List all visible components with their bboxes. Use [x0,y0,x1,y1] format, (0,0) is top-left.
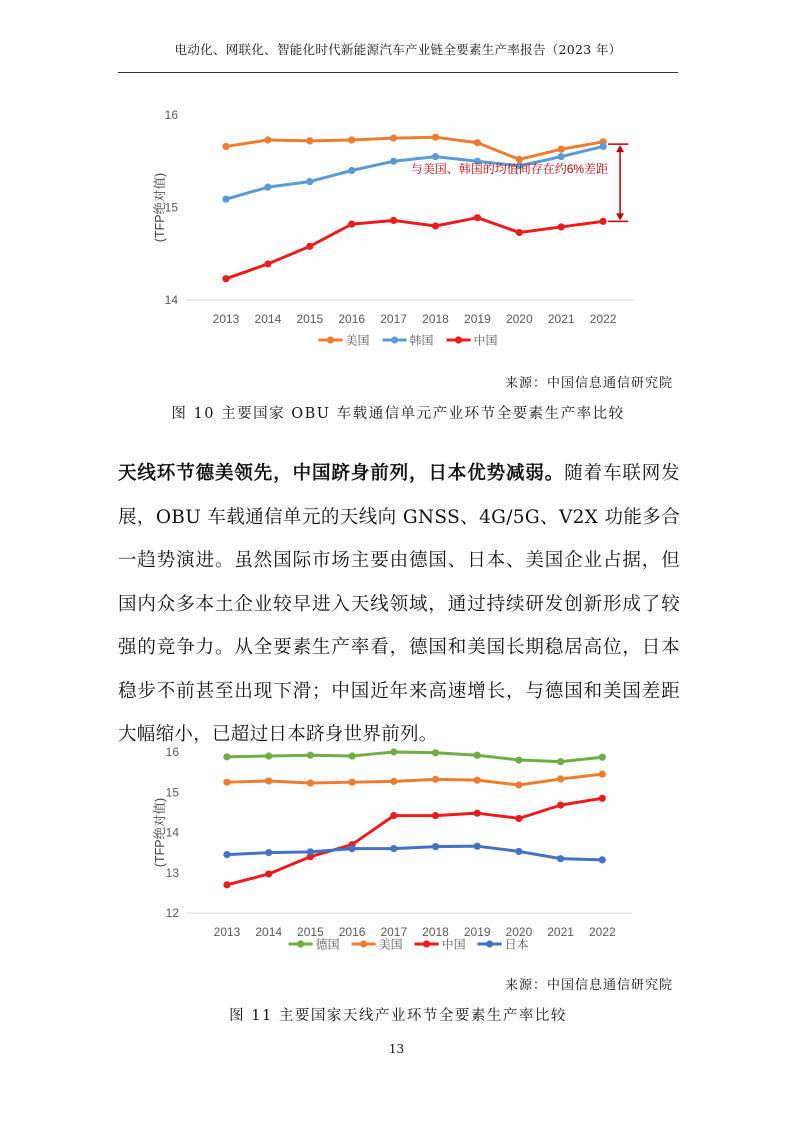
data-point [390,778,397,785]
legend-marker [455,336,462,343]
figure-10-caption: 图 10 主要国家 OBU 车载通信单元产业环节全要素生产率比较 [171,406,625,422]
data-point [474,843,481,850]
legend-label: 中国 [441,937,466,952]
legend-item [447,333,498,348]
data-point [600,218,607,225]
x-tick-label: 2018 [422,925,449,939]
series-line-2 [227,798,602,885]
data-point [390,748,397,755]
series-line-3 [227,846,602,860]
data-point [348,167,355,174]
data-point [474,139,481,146]
data-point [474,810,481,817]
legend-item [352,938,403,952]
body-paragraph [118,452,680,757]
legend-item [319,334,370,348]
data-point [432,153,439,160]
data-point [599,795,606,802]
data-point [390,135,397,142]
data-point [348,221,355,228]
paragraph-lead: 天线环节德美领先，中国跻身前列，日本优势减弱。 [118,463,565,484]
series-line-1 [227,774,602,785]
legend-item [383,333,434,348]
data-point [264,136,271,143]
data-point [348,136,355,143]
figure-10-line-chart [140,100,640,358]
legend-marker [360,940,367,947]
data-point [558,146,565,153]
x-tick-label: 2015 [296,312,324,326]
x-tick-label: 2014 [255,925,283,939]
data-point [515,781,522,788]
series-line-0 [227,752,602,762]
data-point [306,178,313,185]
y-tick-label: 14 [165,825,179,840]
legend-label: 韩国 [409,333,434,348]
y-tick-label: 14 [164,293,178,307]
y-tick-label: 12 [165,906,179,920]
data-point [474,752,481,759]
x-tick-label: 2022 [588,925,616,939]
x-tick-label: 2020 [505,312,533,326]
header-rule [118,72,678,73]
gap-arrow-head-up [616,145,624,152]
data-point [306,243,313,250]
data-point [265,870,272,877]
x-tick-label: 2017 [380,312,407,326]
data-point [557,775,564,782]
data-point [557,855,564,862]
y-tick-label: 13 [165,865,179,880]
y-axis-label: (TFP绝对值) [153,797,167,868]
legend-item [289,938,340,952]
data-point [349,752,356,759]
legend-label: 美国 [345,333,370,348]
x-tick-label: 2020 [505,925,533,939]
data-point [557,802,564,809]
figure-11-source: 来源：中国信息通信研究院 [504,978,673,993]
data-point [390,812,397,819]
page-number: 13 [388,1042,405,1056]
y-axis-label: (TFP绝对值) [153,172,167,243]
data-point [390,158,397,165]
y-tick-label: 15 [164,200,178,215]
data-point [599,754,606,761]
data-point [390,217,397,224]
data-point [265,752,272,759]
x-tick-label: 2021 [547,925,574,939]
data-point [600,143,607,150]
data-point [432,776,439,783]
data-point [349,845,356,852]
legend-marker [297,940,304,947]
figure-10-source: 来源：中国信息通信研究院 [504,376,673,391]
data-point [432,749,439,756]
data-point [474,777,481,784]
x-tick-label: 2019 [463,925,491,939]
legend-label: 德国 [315,937,340,952]
data-point [515,815,522,822]
data-point [307,752,314,759]
data-point [516,229,523,236]
x-tick-label: 2016 [338,925,366,939]
gap-arrow-head-down [616,213,624,220]
x-tick-label: 2018 [422,312,449,326]
data-point [515,848,522,855]
x-tick-label: 2014 [254,312,282,326]
x-tick-label: 2019 [464,312,491,326]
data-point [265,849,272,856]
data-point [515,756,522,763]
data-point [599,856,606,863]
legend-marker [423,940,430,947]
x-tick-label: 2017 [380,925,408,939]
y-tick-label: 15 [165,785,179,800]
legend-label: 日本 [504,937,529,952]
y-tick-label: 16 [164,108,178,122]
legend-marker [327,336,334,343]
x-tick-label: 2022 [589,312,617,326]
data-point [432,134,439,141]
data-point [432,812,439,819]
legend-label: 中国 [473,333,498,348]
data-point [432,843,439,850]
data-point [349,779,356,786]
series-line-2 [226,218,603,279]
data-point [306,137,313,144]
x-tick-label: 2021 [547,312,575,326]
paragraph-body: 随着车联网发展，OBU 车载通信单元的天线向 GNSS、4G/5G、V2X 功能多合一趋势演进。虽然国际市场主要由德国、日本、美国企业占据，但国内众多本土企业较早进入天线领域，通过持续研发创新形成了较强的竞争力。从全要素生产率看，德国和美国长期稳居高位，日本稳步不前甚至出现下滑；中国近年来高速增长，与德国和美国差距大幅缩小，已超过日本跻身世界前列。 [118,463,680,745]
running-header: 电动化、网联化、智能化时代新能源汽车产业链全要素生产率报告（2023 年） [174,42,622,57]
data-point [223,851,230,858]
data-point [265,777,272,784]
data-point [474,214,481,221]
y-tick-label: 16 [165,745,179,759]
data-point [307,848,314,855]
figure-11-caption: 图 11 主要国家天线产业环节全要素生产率比较 [229,1008,567,1024]
data-point [557,758,564,765]
series-line-0 [226,137,603,159]
x-tick-label: 2015 [297,925,324,939]
x-tick-label: 2013 [213,925,241,939]
data-point [390,845,397,852]
legend-marker [391,336,398,343]
data-point [264,260,271,267]
data-point [222,143,229,150]
data-point [223,753,230,760]
gap-annotation: 与美国、韩国的均值间存在约6%差距 [410,161,609,176]
x-tick-label: 2013 [212,312,240,326]
legend-marker [486,940,493,947]
data-point [432,222,439,229]
data-point [222,196,229,203]
data-point [558,223,565,230]
data-point [264,184,271,191]
data-point [558,153,565,160]
data-point [599,771,606,778]
x-tick-label: 2016 [338,312,366,326]
data-point [222,275,229,282]
legend-label: 美国 [378,937,403,952]
data-point [223,881,230,888]
data-point [307,779,314,786]
figure-11-line-chart [140,735,640,960]
data-point [223,779,230,786]
